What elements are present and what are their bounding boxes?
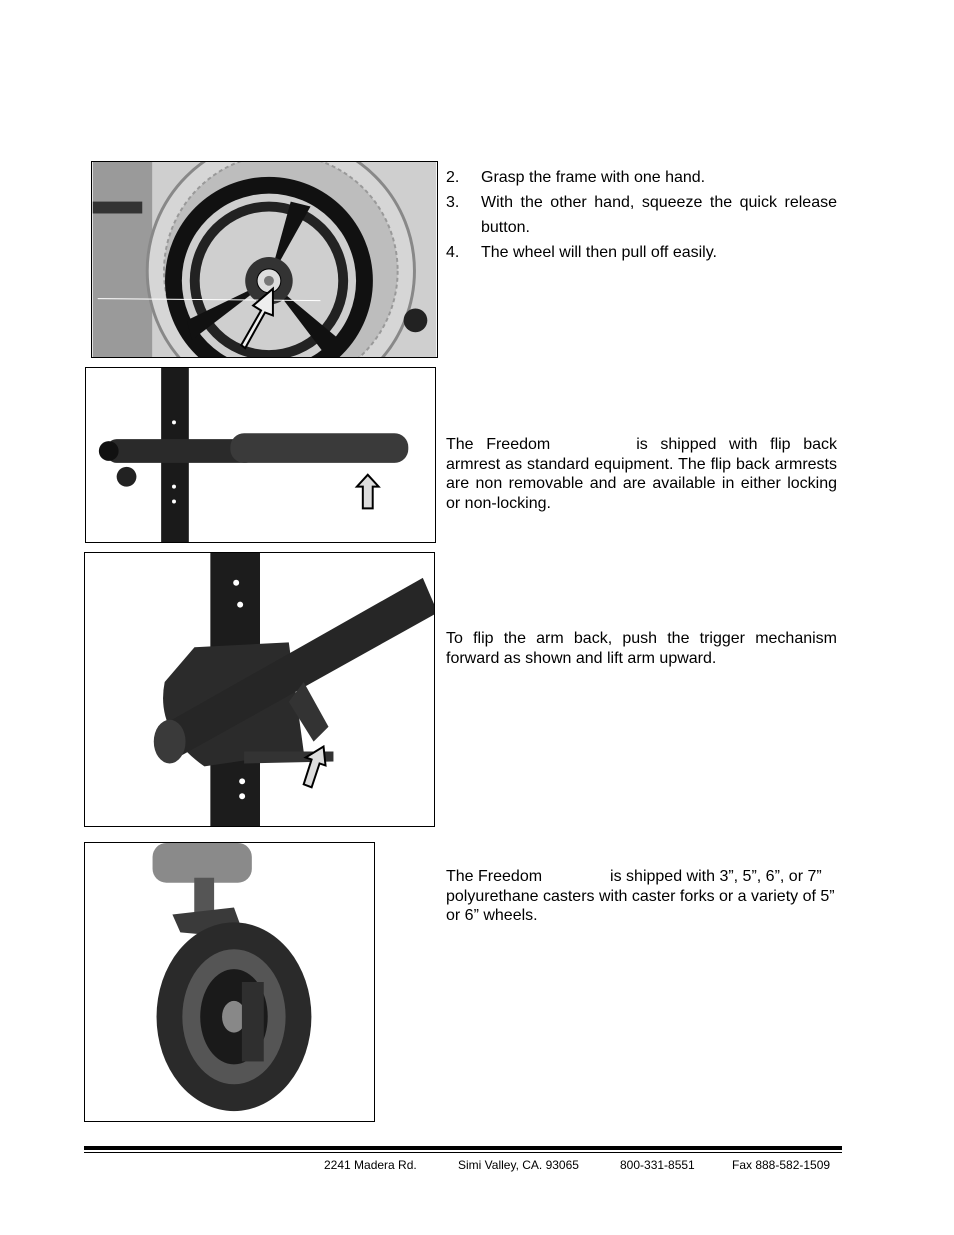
rear-wheel-illustration <box>92 162 437 357</box>
caster-description: The Freedom is shipped with 3”, 5”, 6”, or 7” polyurethane casters with caster forks or a variety of 5” or 6” wheels. <box>446 868 835 924</box>
step-item: 3. With the other hand, squeeze the quick release button. <box>446 194 837 236</box>
footer-divider <box>84 1146 842 1150</box>
footer-divider-thin <box>84 1152 842 1153</box>
footer-address: 2241 Madera Rd. <box>324 1158 417 1172</box>
rear-wheel-photo <box>91 161 438 358</box>
flip-arm-illustration <box>85 553 434 826</box>
removal-steps <box>446 165 837 265</box>
flip-arm-photo <box>84 552 435 827</box>
footer-phone: 800-331-8551 <box>620 1158 695 1172</box>
armrest-photo <box>85 367 436 543</box>
caster-photo <box>84 842 375 1122</box>
caster-illustration <box>85 843 374 1121</box>
footer-fax: Fax 888-582-1509 <box>732 1158 831 1172</box>
step-item: 4. The wheel will then pull off easily. <box>446 244 717 261</box>
flip-arm-description: To flip the arm back, push the trigger mechanism forward as shown and lift arm upward. <box>446 630 837 667</box>
armrest-illustration <box>86 368 435 542</box>
armrest-description: The Freedom is shipped with flip back armrest as standard equipment. The flip back armrests are non removable and are available in either locking or non-locking. <box>446 436 837 512</box>
step-item: 2. Grasp the frame with one hand. <box>446 169 706 186</box>
footer-city: Simi Valley, CA. 93065 <box>458 1158 579 1172</box>
